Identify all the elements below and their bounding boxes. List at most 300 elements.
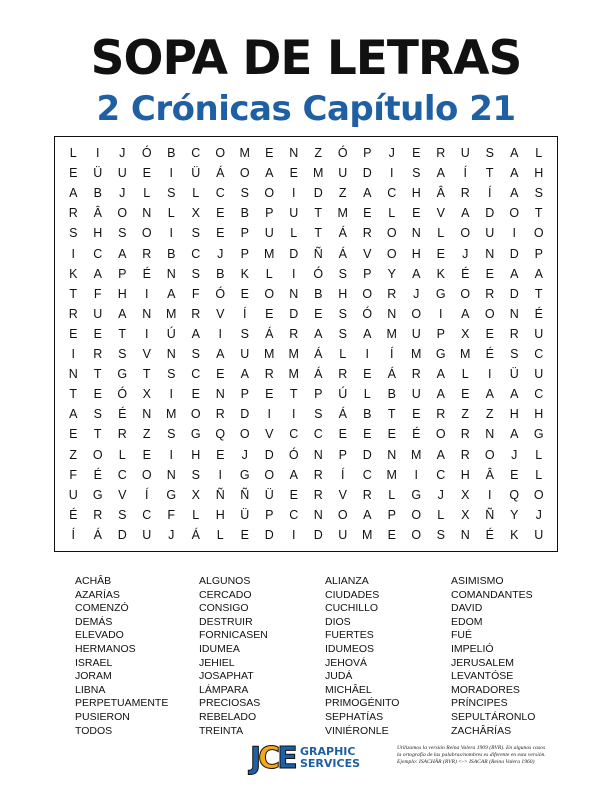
grid-letter: T: [387, 407, 396, 422]
grid-letter: U: [93, 306, 103, 321]
grid-letter: F: [167, 507, 176, 522]
grid-letter: D: [509, 246, 519, 261]
grid-letter: A: [216, 347, 225, 362]
grid-letter: P: [265, 206, 274, 221]
jce-graphic-services-logo: [250, 743, 370, 775]
grid-letter: O: [460, 286, 471, 301]
grid-letter: J: [413, 286, 420, 301]
grid-letter: C: [117, 467, 127, 482]
grid-letter: C: [191, 146, 201, 161]
grid-letter: L: [167, 206, 175, 221]
word-item: JORAM: [75, 670, 112, 683]
grid-letter: N: [142, 306, 152, 321]
grid-letter: I: [414, 467, 418, 482]
grid-letter: O: [533, 487, 544, 502]
grid-letter: O: [362, 286, 373, 301]
grid-letter: P: [436, 326, 445, 341]
grid-letter: E: [387, 427, 396, 442]
grid-letter: A: [534, 266, 543, 281]
grid-letter: H: [411, 246, 421, 261]
grid-letter: P: [314, 387, 323, 402]
grid-letter: E: [412, 206, 421, 221]
grid-letter: Â: [436, 186, 445, 201]
grid-letter: V: [265, 427, 274, 442]
grid-letter: T: [69, 286, 78, 301]
grid-letter: L: [461, 367, 469, 382]
grid-letter: H: [509, 407, 519, 422]
grid-letter: E: [338, 427, 347, 442]
grid-letter: N: [166, 266, 176, 281]
grid-letter: Í: [145, 487, 149, 502]
grid-letter: N: [215, 387, 225, 402]
grid-letter: P: [240, 226, 249, 241]
grid-letter: I: [71, 246, 75, 261]
grid-letter: S: [534, 186, 543, 201]
grid-letter: I: [145, 286, 149, 301]
grid-letter: V: [118, 487, 127, 502]
grid-letter: N: [142, 206, 152, 221]
grid-letter: S: [240, 186, 249, 201]
grid-letter: M: [362, 527, 373, 542]
grid-letter: L: [363, 387, 371, 402]
word-item: JERUSALEM: [451, 656, 515, 669]
grid-letter: S: [314, 407, 323, 422]
grid-letter: U: [411, 387, 421, 402]
word-list: [75, 575, 565, 738]
grid-letter: Ü: [264, 487, 274, 502]
grid-letter: D: [362, 166, 372, 181]
grid-letter: J: [462, 246, 469, 261]
logo-text: [300, 746, 360, 770]
grid-letter: D: [485, 206, 495, 221]
grid-letter: M: [166, 306, 177, 321]
grid-letter: O: [337, 507, 348, 522]
grid-letter: A: [412, 266, 421, 281]
grid-letter: D: [509, 286, 519, 301]
word-item: PRIMOGÉNITO: [325, 697, 400, 710]
grid-letter: E: [412, 146, 421, 161]
grid-letter: O: [460, 226, 471, 241]
grid-letter: G: [92, 487, 103, 502]
grid-letter: Z: [485, 407, 494, 422]
grid-letter: N: [313, 507, 323, 522]
grid-letter: S: [191, 266, 200, 281]
grid-letter: H: [534, 407, 544, 422]
word-item: PUSIERON: [75, 710, 130, 723]
grid-letter: O: [215, 146, 226, 161]
page-title: SOPA DE LETRAS: [90, 31, 522, 86]
grid-letter: S: [167, 367, 176, 382]
grid-letter: A: [314, 326, 323, 341]
grid-letter: T: [534, 206, 543, 221]
grid-letter: I: [512, 226, 516, 241]
grid-letter: R: [362, 487, 372, 502]
grid-letter: P: [534, 246, 543, 261]
grid-letter: S: [436, 527, 445, 542]
grid-letter: M: [264, 347, 275, 362]
grid-letter: N: [166, 467, 176, 482]
grid-letter: B: [314, 286, 323, 301]
version-note-line-1: Utilizamos la versión Reina Valera 1909 (RVR). En algunos casos: [397, 745, 546, 751]
grid-letter: O: [141, 226, 152, 241]
word-item: ALIANZA: [325, 575, 369, 587]
grid-letter: I: [267, 407, 271, 422]
grid-letter: E: [69, 427, 78, 442]
grid-letter: Z: [142, 427, 151, 442]
grid-letter: R: [215, 407, 225, 422]
grid-letter: Á: [338, 246, 347, 261]
grid-letter: Ó: [117, 387, 128, 402]
grid-letter: N: [509, 306, 519, 321]
word-item: FORNICASEN: [199, 629, 268, 642]
grid-letter: V: [216, 306, 225, 321]
grid-letter: N: [460, 527, 470, 542]
grid-letter: X: [461, 326, 470, 341]
grid-letter: A: [461, 206, 470, 221]
grid-letter: E: [142, 447, 151, 462]
version-note-line-3: Ejemplo: ISACHÂR (RVR) <-> ISACAR (Reina Valera 1960): [397, 759, 535, 765]
grid-letter: A: [118, 306, 127, 321]
grid-letter: T: [93, 367, 102, 382]
grid-letter: I: [488, 487, 492, 502]
grid-letter: E: [69, 326, 78, 341]
word-item: LIBNA: [75, 683, 106, 696]
word-item: LÁMPARA: [199, 683, 249, 696]
grid-letter: R: [509, 326, 519, 341]
grid-letter: L: [143, 186, 151, 201]
grid-letter: U: [289, 206, 299, 221]
grid-letter: A: [363, 326, 372, 341]
grid-letter: Z: [69, 447, 78, 462]
word-item: CONSIGO: [199, 602, 249, 615]
grid-letter: E: [436, 246, 445, 261]
grid-letter: Q: [509, 487, 520, 502]
grid-letter: R: [264, 367, 274, 382]
word-item: PERPETUAMENTE: [75, 697, 169, 710]
grid-letter: M: [460, 347, 471, 362]
grid-letter: U: [534, 367, 544, 382]
grid-letter: A: [436, 367, 445, 382]
grid-letter: É: [412, 427, 421, 442]
grid-letter: S: [240, 326, 249, 341]
word-item: COMANDANTES: [451, 588, 533, 601]
version-note-line-2: la ortografía de las palabras/nombres es diferente en esta versión.: [397, 752, 546, 758]
grid-letter: X: [461, 487, 470, 502]
grid-letter: O: [411, 527, 422, 542]
grid-letter: P: [265, 507, 274, 522]
grid-letter: Í: [71, 527, 75, 542]
grid-letter: S: [93, 407, 102, 422]
grid-letter: U: [142, 527, 152, 542]
grid-letter: E: [485, 326, 494, 341]
grid-letter: É: [485, 527, 494, 542]
grid-letter: A: [510, 186, 519, 201]
word-item: CIUDADES: [325, 588, 380, 601]
word-item: DAVID: [451, 602, 483, 615]
grid-letter: A: [461, 306, 470, 321]
grid-letter: Y: [510, 507, 519, 522]
grid-letter: C: [191, 367, 201, 382]
grid-letter: I: [365, 347, 369, 362]
grid-letter: V: [142, 347, 151, 362]
word-item: JEHOVÁ: [325, 656, 368, 669]
grid-letter: S: [485, 146, 494, 161]
grid-letter: J: [437, 487, 444, 502]
grid-letter: S: [191, 347, 200, 362]
grid-letter: É: [534, 306, 543, 321]
grid-letter: C: [534, 387, 544, 402]
word-item: LEVANTÓSE: [451, 670, 514, 683]
grid-letter: I: [218, 467, 222, 482]
grid-letter: L: [192, 186, 200, 201]
grid-letter: B: [387, 387, 396, 402]
grid-letter: P: [240, 246, 249, 261]
letter-grid: [54, 136, 558, 552]
grid-letter: Ó: [215, 286, 226, 301]
grid-letter: V: [436, 206, 445, 221]
grid-letter: I: [71, 347, 75, 362]
grid-letter: Y: [387, 266, 396, 281]
grid-letter: S: [191, 467, 200, 482]
grid-letter: E: [216, 226, 225, 241]
grid-letter: A: [69, 407, 78, 422]
grid-letter: D: [240, 407, 250, 422]
grid-letter: Á: [93, 527, 102, 542]
grid-letter: T: [485, 166, 494, 181]
grid-letter: O: [484, 447, 495, 462]
grid-letter: A: [289, 467, 298, 482]
grid-letter: J: [535, 507, 542, 522]
word-item: VINIÉRONLE: [325, 724, 389, 737]
word-item: REBELADO: [199, 710, 257, 723]
word-item: ZACHÂRÍAS: [451, 724, 512, 737]
word-item: JOSAPHAT: [199, 670, 254, 683]
grid-letter: O: [264, 286, 275, 301]
grid-letter: M: [411, 347, 422, 362]
word-item: MORADORES: [451, 683, 520, 696]
grid-letter: R: [362, 226, 372, 241]
grid-letter: I: [169, 447, 173, 462]
grid-letter: D: [362, 447, 372, 462]
grid-letter: O: [411, 507, 422, 522]
grid-letter: O: [386, 226, 397, 241]
letter-grid-cells: [61, 143, 551, 545]
grid-letter: F: [191, 286, 200, 301]
grid-letter: J: [119, 186, 126, 201]
grid-letter: I: [169, 166, 173, 181]
grid-letter: X: [191, 206, 200, 221]
grid-letter: A: [69, 186, 78, 201]
grid-letter: E: [216, 447, 225, 462]
grid-letter: É: [118, 407, 127, 422]
grid-letter: T: [142, 367, 151, 382]
grid-letter: Q: [215, 427, 226, 442]
grid-letter: C: [534, 347, 544, 362]
word-item: PRECIOSAS: [199, 697, 261, 710]
grid-letter: K: [510, 527, 519, 542]
grid-letter: S: [118, 226, 127, 241]
grid-letter: C: [387, 186, 397, 201]
grid-letter: L: [388, 206, 396, 221]
grid-letter: N: [166, 347, 176, 362]
grid-letter: S: [338, 306, 347, 321]
grid-letter: I: [292, 266, 296, 281]
grid-letter: E: [314, 306, 323, 321]
grid-letter: E: [363, 367, 372, 382]
grid-letter: S: [118, 507, 127, 522]
grid-letter: E: [240, 286, 249, 301]
grid-letter: I: [145, 326, 149, 341]
word-item: ELEVADO: [75, 629, 124, 642]
grid-letter: V: [363, 246, 372, 261]
grid-letter: E: [93, 326, 102, 341]
grid-letter: T: [93, 427, 102, 442]
grid-letter: L: [535, 146, 543, 161]
grid-letter: C: [436, 467, 446, 482]
grid-letter: R: [142, 246, 152, 261]
grid-letter: A: [363, 186, 372, 201]
grid-letter: R: [460, 186, 470, 201]
grid-letter: B: [363, 407, 372, 422]
word-item: DEMÁS: [75, 615, 113, 628]
page-subtitle: 2 Crónicas Capítulo 21: [96, 89, 516, 129]
grid-letter: X: [191, 487, 200, 502]
grid-letter: I: [169, 226, 173, 241]
grid-letter: E: [191, 387, 200, 402]
word-item: ISRAEL: [75, 656, 113, 669]
grid-letter: Á: [314, 347, 323, 362]
grid-letter: R: [93, 347, 103, 362]
grid-letter: Ó: [362, 306, 373, 321]
grid-letter: G: [435, 286, 446, 301]
grid-letter: N: [68, 367, 78, 382]
grid-letter: A: [191, 326, 200, 341]
grid-letter: Z: [461, 407, 470, 422]
word-item: ACHÂB: [75, 575, 112, 587]
grid-letter: C: [93, 246, 103, 261]
grid-letter: A: [510, 266, 519, 281]
word-item: JEHIEL: [199, 656, 235, 669]
grid-letter: S: [412, 166, 421, 181]
word-item: DIOS: [325, 615, 351, 628]
grid-letter: T: [534, 286, 543, 301]
grid-letter: U: [68, 487, 78, 502]
grid-letter: S: [510, 347, 519, 362]
grid-letter: Í: [488, 186, 492, 201]
grid-letter: T: [314, 226, 323, 241]
grid-letter: E: [363, 427, 372, 442]
grid-letter: M: [411, 447, 422, 462]
grid-letter: L: [535, 467, 543, 482]
word-item: ASIMISMO: [451, 575, 504, 587]
grid-letter: Á: [265, 326, 274, 341]
grid-letter: E: [461, 387, 470, 402]
grid-letter: H: [338, 286, 348, 301]
grid-letter: R: [460, 447, 470, 462]
grid-letter: R: [411, 367, 421, 382]
grid-letter: U: [338, 166, 348, 181]
grid-letter: R: [117, 427, 127, 442]
grid-letter: Í: [463, 166, 467, 181]
logo-line-services: SERVICES: [300, 757, 361, 770]
grid-letter: Z: [314, 146, 323, 161]
grid-letter: E: [93, 387, 102, 402]
grid-letter: U: [264, 226, 274, 241]
grid-letter: Ú: [166, 326, 176, 341]
grid-letter: X: [461, 507, 470, 522]
grid-letter: F: [93, 286, 102, 301]
grid-letter: A: [167, 286, 176, 301]
grid-letter: G: [411, 487, 422, 502]
grid-letter: C: [191, 246, 201, 261]
grid-letter: S: [167, 186, 176, 201]
grid-letter: D: [117, 527, 127, 542]
word-item: FUERTES: [325, 629, 374, 642]
grid-letter: I: [439, 306, 443, 321]
grid-letter: C: [313, 427, 323, 442]
grid-letter: O: [141, 467, 152, 482]
word-item: ALGUNOS: [199, 575, 251, 587]
grid-letter: I: [292, 407, 296, 422]
grid-letter: L: [290, 226, 298, 241]
grid-letter: E: [387, 527, 396, 542]
grid-letter: Á: [387, 367, 396, 382]
grid-letter: B: [240, 206, 249, 221]
grid-letter: R: [313, 467, 323, 482]
grid-letter: E: [510, 467, 519, 482]
grid-letter: C: [362, 467, 372, 482]
grid-letter: M: [288, 367, 299, 382]
grid-letter: G: [435, 347, 446, 362]
grid-letter: Í: [341, 467, 345, 482]
grid-letter: T: [289, 387, 298, 402]
word-item: IDUMEOS: [325, 642, 375, 655]
grid-letter: E: [485, 266, 494, 281]
grid-letter: N: [289, 146, 299, 161]
grid-letter: Á: [338, 226, 347, 241]
grid-letter: Ü: [191, 166, 201, 181]
grid-letter: L: [69, 146, 77, 161]
grid-letter: L: [265, 266, 273, 281]
grid-letter: N: [411, 226, 421, 241]
grid-letter: Í: [390, 347, 394, 362]
grid-letter: I: [218, 326, 222, 341]
grid-letter: G: [533, 427, 544, 442]
grid-letter: Ñ: [240, 487, 250, 502]
grid-letter: K: [240, 266, 249, 281]
grid-letter: R: [313, 487, 323, 502]
grid-letter: C: [142, 507, 152, 522]
grid-letter: A: [436, 447, 445, 462]
grid-letter: U: [485, 226, 495, 241]
grid-letter: E: [265, 146, 274, 161]
grid-letter: B: [167, 146, 176, 161]
grid-letter: U: [117, 166, 127, 181]
grid-letter: E: [216, 367, 225, 382]
grid-letter: E: [69, 166, 78, 181]
grid-letter: F: [69, 467, 78, 482]
grid-letter: L: [437, 507, 445, 522]
grid-letter: O: [239, 166, 250, 181]
word-item: JUDÁ: [325, 670, 353, 683]
grid-letter: Ñ: [313, 246, 323, 261]
grid-letter: K: [436, 266, 445, 281]
grid-letter: O: [264, 186, 275, 201]
word-item: DESTRUIR: [199, 615, 253, 628]
grid-letter: A: [436, 166, 445, 181]
grid-letter: E: [412, 407, 421, 422]
grid-letter: G: [166, 487, 177, 502]
